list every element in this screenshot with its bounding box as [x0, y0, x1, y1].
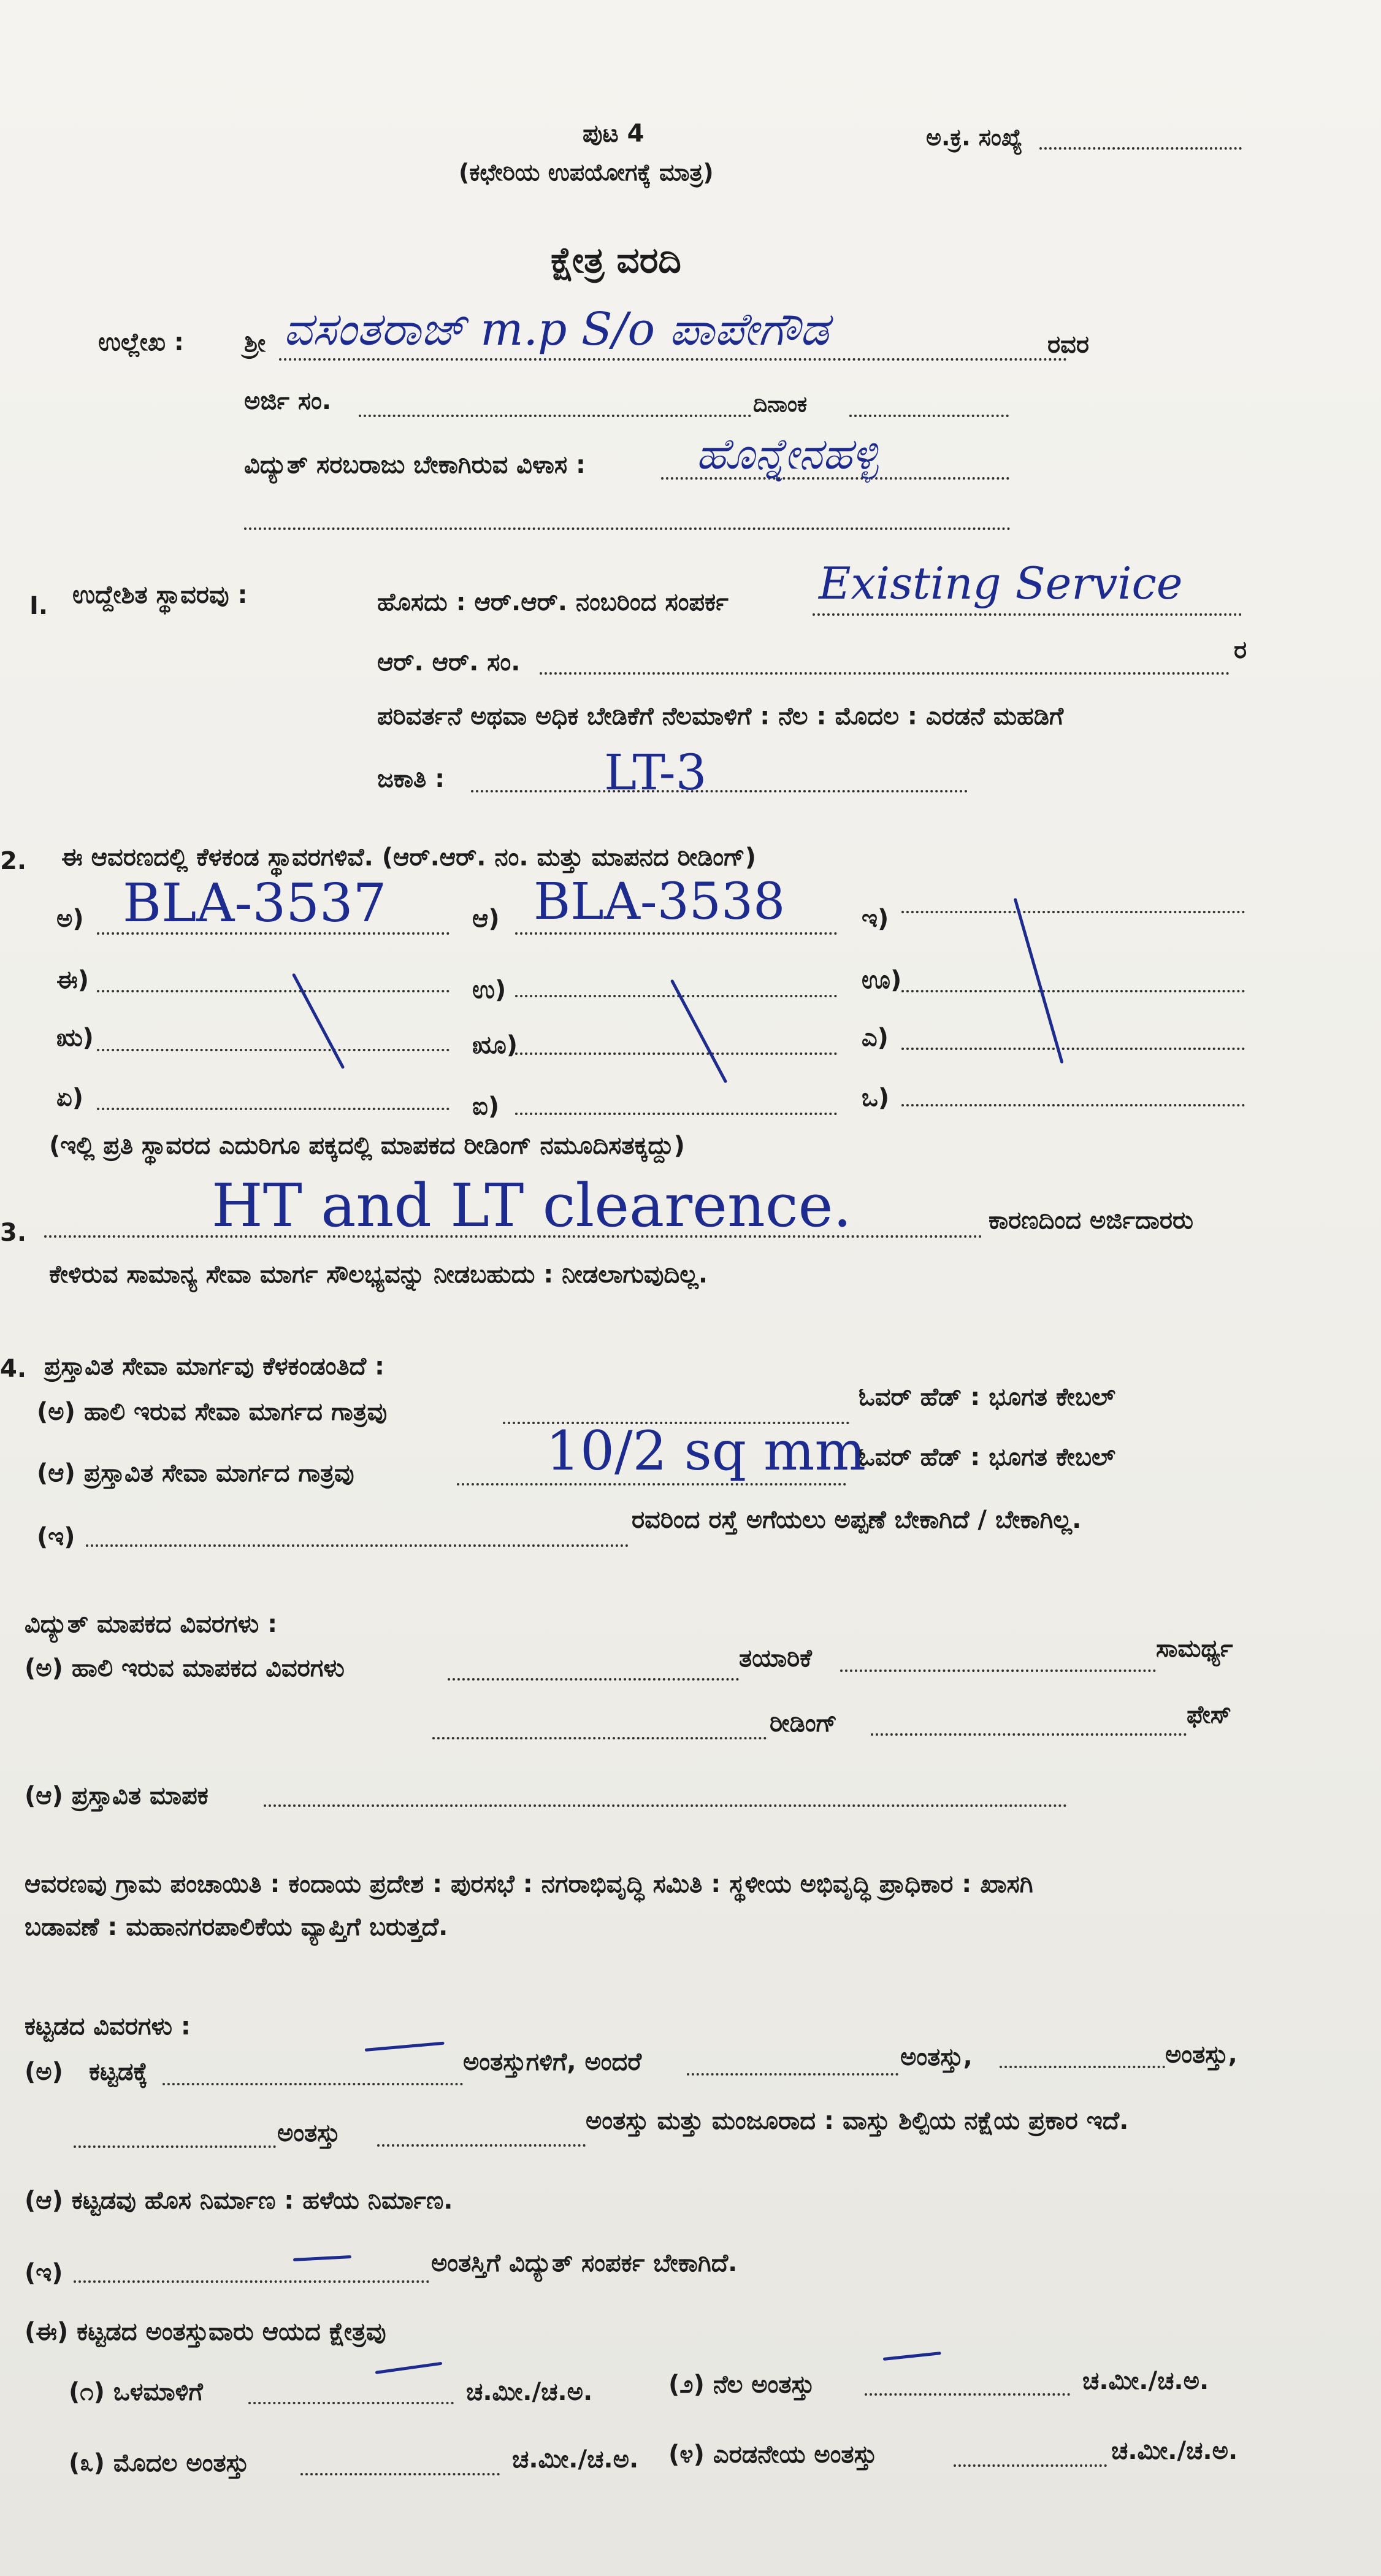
meter-a-field — [448, 1678, 739, 1681]
rr-suffix: ರ — [1234, 636, 1247, 664]
rr-label: ಆರ್. ಆರ್. ಸಂ. — [377, 648, 521, 677]
existing-service: Existing Service — [819, 558, 1183, 609]
premise-label-i: ಇ) — [862, 905, 889, 933]
premise-field-o — [901, 1104, 1245, 1106]
premise-field-e — [901, 1048, 1245, 1050]
premise-label-ruu: ೠ) — [472, 1031, 518, 1059]
reference-suffix: ರವರ — [1047, 331, 1089, 359]
building-d4-label: (೪) ಎರಡನೇಯ ಅಂತಸ್ತು — [668, 2440, 877, 2469]
strike-stroke-1 — [292, 973, 345, 1069]
building-d3-field — [300, 2473, 500, 2475]
premise-field-i — [901, 911, 1245, 913]
section-1-label: ಉದ್ದೇಶಿತ ಸ್ಥಾವರವು : — [72, 581, 248, 609]
building-d2-label: (೨) ನೆಲ ಅಂತಸ್ತು — [668, 2371, 814, 2399]
building-d1-field — [248, 2402, 454, 2404]
section-3-reason: HT and LT clearence. — [212, 1171, 852, 1240]
date-label: ದಿನಾಂಕ — [753, 392, 808, 417]
proposed-line-size: 10/2 sq mm — [546, 1419, 866, 1482]
premise-label-ai: ಐ) — [472, 1092, 500, 1121]
address-label: ವಿದ್ಯುತ್ ಸರಬರಾಜು ಬೇಕಾಗಿರುವ ವಿಳಾಸ : — [244, 451, 586, 479]
section-4-a-label: (ಅ) ಹಾಲಿ ಇರುವ ಸೇವಾ ಮಾರ್ಗದ ಗಾತ್ರವು — [37, 1398, 388, 1426]
premises-line-2: ಬಡಾವಣೆ : ಮಹಾನಗರಪಾಲಿಕೆಯ ವ್ಯಾಪ್ತಿಗೆ ಬರುತ್ತದೆ. — [25, 1913, 448, 1941]
new-connection-field — [813, 613, 1242, 616]
section-4-b-suffix: ಓವರ್ ಹೆಡ್ : ಭೂಗತ ಕೇಬಲ್ — [859, 1443, 1115, 1471]
tariff-label: ಜಕಾತಿ : — [377, 765, 445, 793]
supply-address: ಹೊನ್ನೇನಹಳ್ಳಿ — [696, 429, 879, 479]
premises-line-1: ಆವರಣವು ಗ್ರಾಮ ಪಂಚಾಯಿತಿ : ಕಂದಾಯ ಪ್ರದೇಶ : ಪುರಸಭೆ : ನಗರಾಭಿವೃದ್ಧಿ ಸಮಿತಿ : ಸ್ಥಳೀಯ ಅಭಿವೃದ್ಧಿ ಪ್ರಾಧಿಕಾರ : ಖಾಸಗಿ — [25, 1870, 1033, 1898]
application-no-label: ಅರ್ಜಿ ಸಂ. — [244, 387, 332, 415]
name-field — [279, 358, 1067, 361]
page-number: ಪುಟ 4 — [583, 120, 645, 148]
section-3-line-2: ಕೇಳಿರುವ ಸಾಮಾನ್ಯ ಸೇವಾ ಮಾರ್ಗ ಸೌಲಭ್ಯವನ್ನು ನೀಡಬಹುದು : ನೀಡಲಾಗುವುದಿಲ್ಲ. — [49, 1260, 708, 1289]
rr-field — [540, 672, 1230, 675]
section-4-title: ಪ್ರಸ್ತಾವಿತ ಸೇವಾ ಮಾರ್ಗವು ಕೆಳಕಂಡಂತಿದೆ : — [44, 1352, 385, 1381]
building-d1-label: (೧) ಒಳಮಾಳಿಗೆ — [69, 2378, 203, 2406]
premise-field-ruu — [515, 1052, 837, 1055]
meter-title: ವಿದ್ಯುತ್ ಮಾಪಕದ ವಿವರಗಳು : — [25, 1610, 278, 1638]
serial-label: ಅ.ಕ್ರ. ಸಂಖ್ಯೆ — [926, 124, 1023, 151]
premise-label-ee: ಏ) — [56, 1084, 84, 1112]
premise-label-aa: ಆ) — [472, 905, 500, 933]
meter-b-label: (ಆ) ಪ್ರಸ್ತಾವಿತ ಮಾಪಕ — [25, 1782, 208, 1810]
building-d-text: (ಈ) ಕಟ್ಟಡದ ಅಂತಸ್ತುವಾರು ಆಯದ ಕ್ಷೇತ್ರವು — [25, 2318, 386, 2346]
building-d1-dash — [375, 2362, 443, 2374]
premise-field-uu — [901, 990, 1245, 992]
building-d3-label: (೩) ಮೊದಲ ಅಂತಸ್ತು — [69, 2449, 250, 2477]
premise-entry-aa: BLA-3538 — [534, 873, 786, 931]
building-approved-text: ಅಂತಸ್ತು ಮತ್ತು ಮಂಜೂರಾದ : ವಾಸ್ತು ಶಿಲ್ಪಿಯ ನಕ್ಷೆಯ ಪ್ರಕಾರ ಇದೆ. — [586, 2107, 1129, 2135]
building-d2-field — [865, 2393, 1070, 2396]
building-floor-label-2: ಅಂತಸ್ತು, — [1165, 2041, 1238, 2069]
building-floor-field-4 — [377, 2144, 586, 2147]
building-d2-unit: ಚ.ಮೀ./ಚ.ಅ. — [1082, 2367, 1209, 2395]
section-4-c-suffix: ರವರಿಂದ ರಸ್ತೆ ಅಗೆಯಲು ಅಪ್ಪಣೆ ಬೇಕಾಗಿದೆ / ಬೇಕಾಗಿಲ್ಲ. — [632, 1506, 1082, 1534]
premise-label-e: ಎ) — [862, 1024, 889, 1052]
section-4-b-label: (ಆ) ಪ್ರಸ್ತಾವಿತ ಸೇವಾ ಮಾರ್ಗದ ಗಾತ್ರವು — [37, 1459, 354, 1487]
meter-reading-field — [432, 1737, 767, 1739]
building-d4-field — [954, 2464, 1107, 2467]
serial-field — [1039, 147, 1242, 150]
building-floors-label: ಅಂತಸ್ತುಗಳಿಗೆ, ಅಂದರೆ — [463, 2048, 642, 2076]
premise-field-ru — [97, 1049, 449, 1051]
meter-b-field — [264, 1804, 1067, 1807]
tariff-field — [471, 790, 968, 792]
meter-make-label: ತಯಾರಿಕೆ — [739, 1644, 812, 1673]
section-4-number: 4. — [0, 1355, 27, 1383]
building-d3-unit: ಚ.ಮೀ./ಚ.ಅ. — [512, 2445, 639, 2474]
premise-field-u — [515, 995, 837, 997]
premise-label-a: ಅ) — [56, 905, 84, 933]
building-c-dash — [293, 2255, 351, 2261]
building-d1-unit: ಚ.ಮೀ./ಚ.ಅ. — [466, 2378, 593, 2406]
premise-field-aa — [515, 932, 837, 935]
section-3-number: 3. — [0, 1219, 27, 1247]
section-4-c-label: (ಇ) — [37, 1523, 75, 1551]
building-floor-field-3 — [74, 2145, 276, 2148]
building-b-text: (ಆ) ಕಟ್ಟಡವು ಹೊಸ ನಿರ್ಮಾಣ : ಹಳೆಯ ನಿರ್ಮಾಣ. — [25, 2187, 453, 2215]
section-4-a-suffix: ಓವರ್ ಹೆಡ್ : ಭೂಗತ ಕೇಬಲ್ — [859, 1383, 1115, 1411]
page-title: ಕ್ಷೇತ್ರ ವರದಿ — [551, 239, 681, 281]
building-floor-label-3: ಅಂತಸ್ತು — [277, 2119, 340, 2147]
meter-make-field — [840, 1669, 1156, 1672]
section-2-number: 2. — [0, 847, 27, 875]
office-use-note: (ಕಛೇರಿಯ ಉಪಯೋಗಕ್ಕೆ ಮಾತ್ರ) — [459, 159, 714, 186]
building-floor-field-1 — [687, 2073, 898, 2076]
building-floor-field-2 — [1000, 2066, 1165, 2068]
sri-label: ಶ್ರೀ — [244, 329, 266, 358]
meter-a-label: (ಅ) ಹಾಲಿ ಇರುವ ಮಾಪಕದ ವಿವರಗಳು — [25, 1654, 345, 1682]
premise-entry-a: BLA-3537 — [123, 873, 387, 934]
tariff-value: LT-3 — [604, 744, 707, 801]
date-field — [849, 415, 1009, 417]
building-floors-field — [163, 2083, 463, 2085]
strike-stroke-3 — [1014, 898, 1064, 1064]
building-dash-stroke — [365, 2042, 445, 2052]
premise-label-uu: ಊ) — [862, 966, 902, 994]
premise-label-ii: ಈ) — [56, 966, 90, 994]
premise-label-ru: ಋ) — [56, 1024, 94, 1052]
building-a-text: ಕಟ್ಟಡಕ್ಕೆ — [89, 2058, 148, 2086]
section-4-b-field — [457, 1483, 846, 1485]
section-3-suffix: ಕಾರಣದಿಂದ ಅರ್ಜಿದಾರರು — [989, 1206, 1193, 1235]
premise-field-ai — [515, 1113, 837, 1115]
building-a-label: (ಅ) — [25, 2058, 63, 2086]
reference-label: ಉಲ್ಲೇಖ : — [98, 328, 184, 356]
building-title: ಕಟ್ಟಡದ ವಿವರಗಳು : — [25, 2012, 191, 2041]
building-c-text: ಅಂತಸ್ತಿಗೆ ವಿದ್ಯುತ್ ಸಂಪರ್ಕ ಬೇಕಾಗಿದೆ. — [431, 2249, 738, 2277]
building-floor-label-1: ಅಂತಸ್ತು, — [900, 2043, 973, 2071]
premise-label-o: ಒ) — [862, 1084, 890, 1112]
address-field-2 — [244, 527, 1011, 530]
premise-field-ii — [97, 990, 449, 992]
meter-phase-label: ಫೇಸ್ — [1187, 1701, 1231, 1729]
premise-field-ee — [97, 1108, 449, 1110]
meter-capacity-label: ಸಾಮರ್ಥ್ಯ — [1156, 1635, 1233, 1663]
conversion-line: ಪರಿವರ್ತನೆ ಅಥವಾ ಅಧಿಕ ಬೇಡಿಕೆಗೆ ನೆಲಮಾಳಿಗೆ : ನೆಲ : ಮೊದಲ : ಎರಡನೆ ಮಹಡಿಗೆ — [377, 702, 1064, 730]
premise-label-u: ಉ) — [472, 976, 507, 1004]
applicant-name: ವಸಂತರಾಜ್ m.p S/o ಪಾಪೇಗೌಡ — [283, 303, 829, 356]
section-4-c-field — [86, 1544, 629, 1547]
section-1-number: I. — [29, 592, 48, 620]
meter-phase-field — [871, 1733, 1187, 1736]
meter-reading-label: ರೀಡಿಂಗ್ — [770, 1709, 838, 1738]
building-d4-unit: ಚ.ಮೀ./ಚ.ಅ. — [1111, 2437, 1238, 2465]
building-c-label: (ಇ) — [25, 2259, 63, 2287]
new-connection-line: ಹೊಸದು : ಆರ್.ಆರ್. ನಂಬರಿಂದ ಸಂಪರ್ಕ — [377, 588, 729, 616]
building-d2-dash — [883, 2352, 941, 2361]
section-2-note: (ಇಲ್ಲಿ ಪ್ರತಿ ಸ್ಥಾವರದ ಎದುರಿಗೂ ಪಕ್ಕದಲ್ಲಿ ಮಾಪಕದ ರೀಡಿಂಗ್ ನಮೂದಿಸತಕ್ಕದ್ದು) — [49, 1132, 685, 1160]
building-c-field — [74, 2280, 429, 2283]
application-no-field — [359, 415, 751, 417]
section-2-text: ಈ ಆವರಣದಲ್ಲಿ ಕೆಳಕಂಡ ಸ್ಥಾವರಗಳಿವೆ. (ಆರ್.ಆರ್. ನಂ. ಮತ್ತು ಮಾಪನದ ರೀಡಿಂಗ್) — [61, 843, 757, 872]
